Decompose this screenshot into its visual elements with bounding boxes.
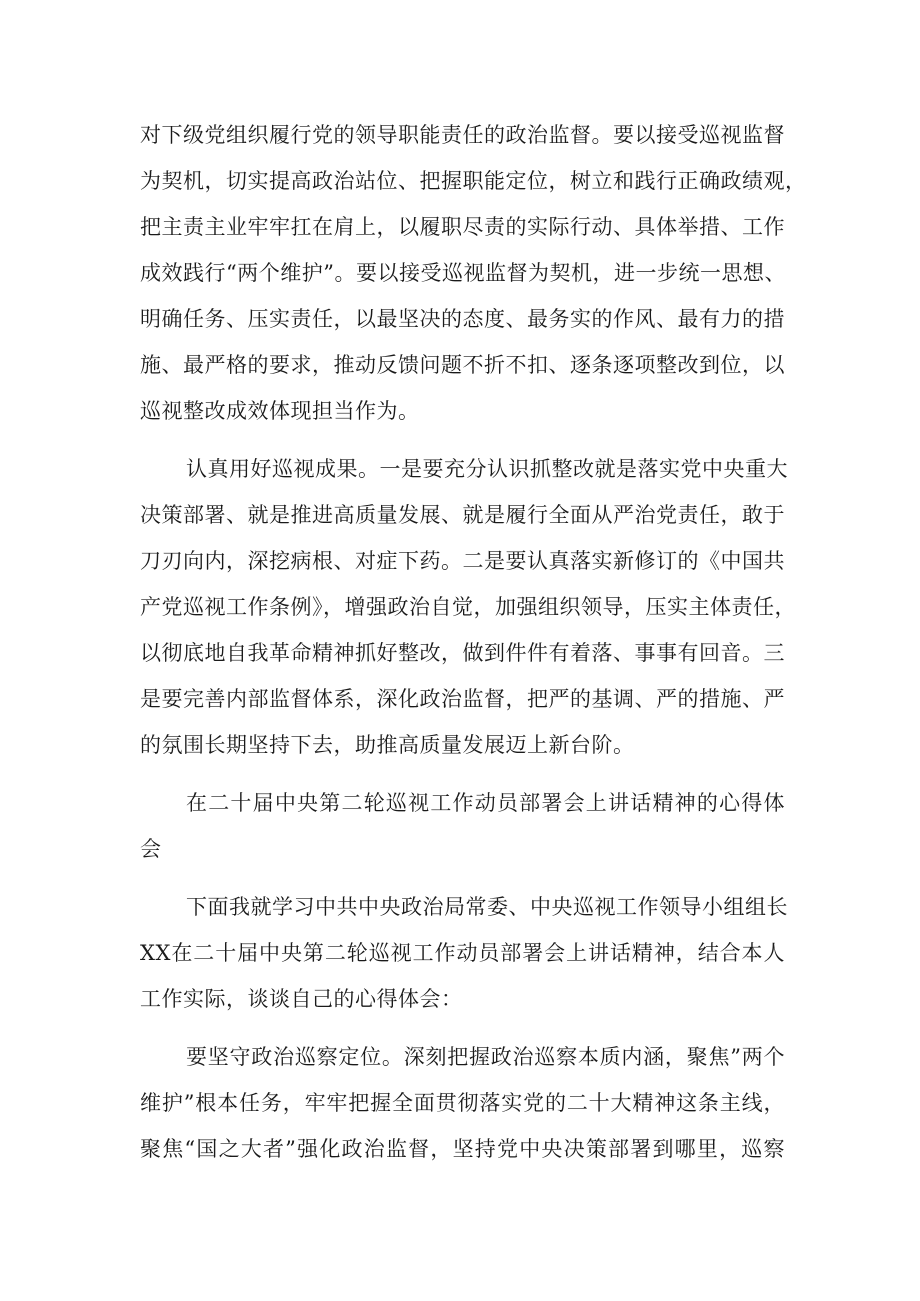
paragraph-gap [140,1022,785,1034]
heading-line: 会 [140,837,162,861]
text-line: 对下级党组织履行党的领导职能责任的政治监督。要以接受巡视监督 [140,123,785,147]
paragraph-gap [140,768,785,780]
text-line: 巡视整改成效体现担当作为。 [140,399,420,423]
text-line: 产党巡视工作条例》，增强政治自觉，加强组织领导，压实主体责任， [140,595,796,619]
text-line: 工作实际，谈谈自己的心得体会： [140,987,463,1011]
text-line: 施、最严格的要求，推动反馈问题不折不扣、逐条逐项整改到位，以 [140,353,785,377]
text-line: 决策部署、就是推进高质量发展、就是履行全面从严治党责任，敢于 [140,503,785,527]
paragraph-rectification-responsibility [140,112,807,434]
paragraph-political-inspection [140,1034,785,1172]
text-line: 维护”根本任务，牢牢把握全面贯彻落实党的二十大精神这条主线， [140,1091,785,1115]
section-heading [140,780,785,872]
paragraph-use-inspection-results [140,446,796,768]
paragraph-gap [140,434,785,446]
text-line: 聚焦“国之大者”强化政治监督，坚持党中央决策部署到哪里，巡察 [140,1137,785,1161]
text-line: 下面我就学习中共中央政治局常委、中央巡视工作领导小组组长 [186,895,788,919]
text-line: 刀刃向内，深挖病根、对症下药。二是要认真落实新修订的《中国共 [140,549,785,573]
text-line: 明确任务、压实责任，以最坚决的态度、最务实的作风、最有力的措 [140,307,785,331]
paragraph-gap [140,872,785,884]
document-body [140,112,807,1172]
text-line: 是要完善内部监督体系，深化政治监督，把严的基调、严的措施、严 [140,687,785,711]
text-line: XX在二十届中央第二轮巡视工作动员部署会上讲话精神，结合本人 [140,941,785,965]
text-line: 把主责主业牢牢扛在肩上，以履职尽责的实际行动、具体举措、工作 [140,215,785,239]
text-line: 成效践行“两个维护”。要以接受巡视监督为契机，进一步统一思想、 [140,261,786,285]
text-line: 的氛围长期坚持下去，助推高质量发展迈上新台阶。 [140,733,635,757]
paragraph-introduction [140,884,788,1022]
text-line: 以彻底地自我革命精神抓好整改，做到件件有着落、事事有回音。三 [140,641,785,665]
text-line: 要坚守政治巡察定位。深刻把握政治巡察本质内涵，聚焦”两个 [186,1045,785,1069]
heading-line: 在二十届中央第二轮巡视工作动员部署会上讲话精神的心得体 [186,791,785,815]
text-line: 为契机，切实提高政治站位、把握职能定位，树立和践行正确政绩观， [140,169,807,193]
text-line: 认真用好巡视成果。一是要充分认识抓整改就是落实党中央重大 [186,457,788,481]
